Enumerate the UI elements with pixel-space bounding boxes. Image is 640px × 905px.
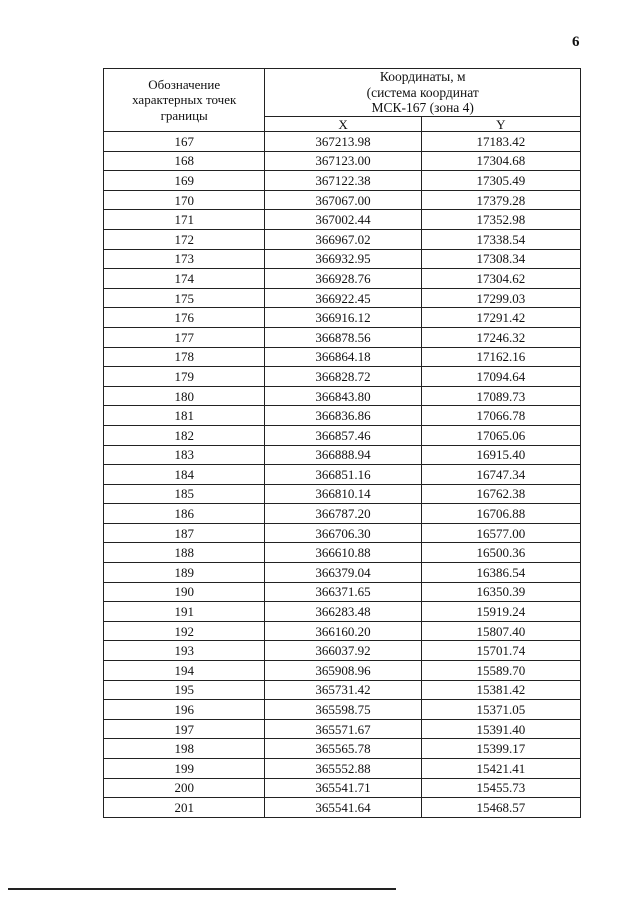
- y-coordinate-cell: 15701.74: [421, 641, 580, 661]
- x-coordinate-cell: 366610.88: [265, 543, 421, 563]
- y-coordinate-cell: 16762.38: [421, 484, 580, 504]
- table-row: [104, 798, 581, 818]
- y-coordinate-cell: 15589.70: [421, 661, 580, 681]
- x-coordinate-cell: 366967.02: [265, 229, 421, 249]
- table-row: [104, 563, 581, 583]
- y-coordinate-cell: 17304.68: [421, 151, 580, 171]
- y-coordinate-cell: 17352.98: [421, 210, 580, 230]
- header-coords-line: МСК-167 (зона 4): [371, 100, 474, 116]
- x-coordinate-cell: 367123.00: [265, 151, 421, 171]
- y-coordinate-cell: 17246.32: [421, 327, 580, 347]
- point-number-cell: 174: [104, 269, 265, 289]
- point-number-cell: 188: [104, 543, 265, 563]
- table-row: [104, 269, 581, 289]
- y-coordinate-cell: 17379.28: [421, 190, 580, 210]
- x-coordinate-cell: 366851.16: [265, 465, 421, 485]
- point-number-cell: 184: [104, 465, 265, 485]
- y-coordinate-cell: 16350.39: [421, 582, 580, 602]
- point-number-cell: 168: [104, 151, 265, 171]
- table-row: [104, 171, 581, 191]
- x-coordinate-cell: 366928.76: [265, 269, 421, 289]
- y-coordinate-cell: 15468.57: [421, 798, 580, 818]
- point-number-cell: 193: [104, 641, 265, 661]
- y-coordinate-cell: 16386.54: [421, 563, 580, 583]
- point-number-cell: 170: [104, 190, 265, 210]
- point-number-cell: 194: [104, 661, 265, 681]
- point-number-cell: 186: [104, 504, 265, 524]
- y-coordinate-cell: 17299.03: [421, 288, 580, 308]
- y-coordinate-cell: 16747.34: [421, 465, 580, 485]
- x-coordinate-cell: 366888.94: [265, 445, 421, 465]
- y-coordinate-cell: 15391.40: [421, 719, 580, 739]
- footer-divider: [8, 888, 396, 890]
- table-row: [104, 602, 581, 622]
- x-coordinate-cell: 366857.46: [265, 425, 421, 445]
- table-row: [104, 151, 581, 171]
- x-coordinate-cell: 366916.12: [265, 308, 421, 328]
- point-number-cell: 183: [104, 445, 265, 465]
- point-number-cell: 195: [104, 680, 265, 700]
- y-coordinate-cell: 16500.36: [421, 543, 580, 563]
- point-number-cell: 187: [104, 523, 265, 543]
- table-row: [104, 406, 581, 426]
- point-number-cell: 173: [104, 249, 265, 269]
- y-coordinate-cell: 16915.40: [421, 445, 580, 465]
- point-number-cell: 179: [104, 367, 265, 387]
- table-row: [104, 445, 581, 465]
- x-coordinate-cell: 367002.44: [265, 210, 421, 230]
- point-number-cell: 185: [104, 484, 265, 504]
- header-point-line: границы: [160, 107, 208, 123]
- coordinates-table: [103, 68, 581, 818]
- x-coordinate-cell: 367122.38: [265, 171, 421, 191]
- point-number-cell: 172: [104, 229, 265, 249]
- table-row: [104, 190, 581, 210]
- header-coords-line: Координаты, м: [379, 69, 466, 85]
- header-point-designation: [104, 69, 265, 132]
- header-point-line: характерных точек: [132, 92, 237, 108]
- y-coordinate-cell: 15807.40: [421, 621, 580, 641]
- x-coordinate-cell: 365565.78: [265, 739, 421, 759]
- point-number-cell: 201: [104, 798, 265, 818]
- x-coordinate-cell: 366864.18: [265, 347, 421, 367]
- point-number-cell: 167: [104, 132, 265, 152]
- x-coordinate-cell: 366810.14: [265, 484, 421, 504]
- point-number-cell: 190: [104, 582, 265, 602]
- point-number-cell: 177: [104, 327, 265, 347]
- table-row: [104, 288, 581, 308]
- point-number-cell: 199: [104, 759, 265, 779]
- x-coordinate-cell: 365571.67: [265, 719, 421, 739]
- point-number-cell: 196: [104, 700, 265, 720]
- header-coordinates: [265, 69, 581, 117]
- table-row: [104, 759, 581, 779]
- x-coordinate-cell: 366283.48: [265, 602, 421, 622]
- x-coordinate-cell: 366922.45: [265, 288, 421, 308]
- y-coordinate-cell: 17338.54: [421, 229, 580, 249]
- table-row: [104, 504, 581, 524]
- point-number-cell: 180: [104, 386, 265, 406]
- point-number-cell: 200: [104, 778, 265, 798]
- x-coordinate-cell: 366371.65: [265, 582, 421, 602]
- y-coordinate-cell: 17304.62: [421, 269, 580, 289]
- table-body: [104, 132, 581, 818]
- header-x: X: [265, 117, 421, 132]
- point-number-cell: 189: [104, 563, 265, 583]
- x-coordinate-cell: 366843.80: [265, 386, 421, 406]
- table-row: [104, 621, 581, 641]
- x-coordinate-cell: 366828.72: [265, 367, 421, 387]
- table-row: [104, 778, 581, 798]
- x-coordinate-cell: 365908.96: [265, 661, 421, 681]
- x-coordinate-cell: 365552.88: [265, 759, 421, 779]
- point-number-cell: 178: [104, 347, 265, 367]
- y-coordinate-cell: 15455.73: [421, 778, 580, 798]
- x-coordinate-cell: 367213.98: [265, 132, 421, 152]
- table-row: [104, 739, 581, 759]
- point-number-cell: 198: [104, 739, 265, 759]
- y-coordinate-cell: 17183.42: [421, 132, 580, 152]
- y-coordinate-cell: 17162.16: [421, 347, 580, 367]
- table-row: [104, 249, 581, 269]
- y-coordinate-cell: 17089.73: [421, 386, 580, 406]
- x-coordinate-cell: 366836.86: [265, 406, 421, 426]
- table-row: [104, 386, 581, 406]
- x-coordinate-cell: 365541.64: [265, 798, 421, 818]
- x-coordinate-cell: 366037.92: [265, 641, 421, 661]
- table-row: [104, 367, 581, 387]
- table-row: [104, 308, 581, 328]
- table-row: [104, 465, 581, 485]
- x-coordinate-cell: 365598.75: [265, 700, 421, 720]
- point-number-cell: 197: [104, 719, 265, 739]
- table-row: [104, 327, 581, 347]
- point-number-cell: 192: [104, 621, 265, 641]
- x-coordinate-cell: 366379.04: [265, 563, 421, 583]
- y-coordinate-cell: 16577.00: [421, 523, 580, 543]
- point-number-cell: 175: [104, 288, 265, 308]
- table-row: [104, 425, 581, 445]
- table-row: [104, 661, 581, 681]
- y-coordinate-cell: 15399.17: [421, 739, 580, 759]
- y-coordinate-cell: 15421.41: [421, 759, 580, 779]
- x-coordinate-cell: 365731.42: [265, 680, 421, 700]
- y-coordinate-cell: 17291.42: [421, 308, 580, 328]
- table-row: [104, 700, 581, 720]
- table-row: [104, 582, 581, 602]
- y-coordinate-cell: 17305.49: [421, 171, 580, 191]
- x-coordinate-cell: 366706.30: [265, 523, 421, 543]
- point-number-cell: 191: [104, 602, 265, 622]
- x-coordinate-cell: 366787.20: [265, 504, 421, 524]
- table-row: [104, 543, 581, 563]
- x-coordinate-cell: 367067.00: [265, 190, 421, 210]
- x-coordinate-cell: 365541.71: [265, 778, 421, 798]
- table-row: [104, 210, 581, 230]
- table-row: [104, 132, 581, 152]
- page-number: 6: [572, 34, 580, 50]
- table-row: [104, 719, 581, 739]
- header-y: Y: [421, 117, 580, 132]
- x-coordinate-cell: 366160.20: [265, 621, 421, 641]
- point-number-cell: 176: [104, 308, 265, 328]
- table-row: [104, 347, 581, 367]
- point-number-cell: 182: [104, 425, 265, 445]
- y-coordinate-cell: 15371.05: [421, 700, 580, 720]
- header-point-line: Обозначение: [148, 76, 221, 92]
- point-number-cell: 181: [104, 406, 265, 426]
- y-coordinate-cell: 17065.06: [421, 425, 580, 445]
- y-coordinate-cell: 15381.42: [421, 680, 580, 700]
- table-row: [104, 523, 581, 543]
- point-number-cell: 171: [104, 210, 265, 230]
- header-coords-line: (система координат: [366, 84, 479, 100]
- y-coordinate-cell: 17308.34: [421, 249, 580, 269]
- y-coordinate-cell: 17066.78: [421, 406, 580, 426]
- table-row: [104, 229, 581, 249]
- y-coordinate-cell: 16706.88: [421, 504, 580, 524]
- x-coordinate-cell: 366878.56: [265, 327, 421, 347]
- table-row: [104, 680, 581, 700]
- y-coordinate-cell: 15919.24: [421, 602, 580, 622]
- table-row: [104, 484, 581, 504]
- table-row: [104, 641, 581, 661]
- y-coordinate-cell: 17094.64: [421, 367, 580, 387]
- x-coordinate-cell: 366932.95: [265, 249, 421, 269]
- point-number-cell: 169: [104, 171, 265, 191]
